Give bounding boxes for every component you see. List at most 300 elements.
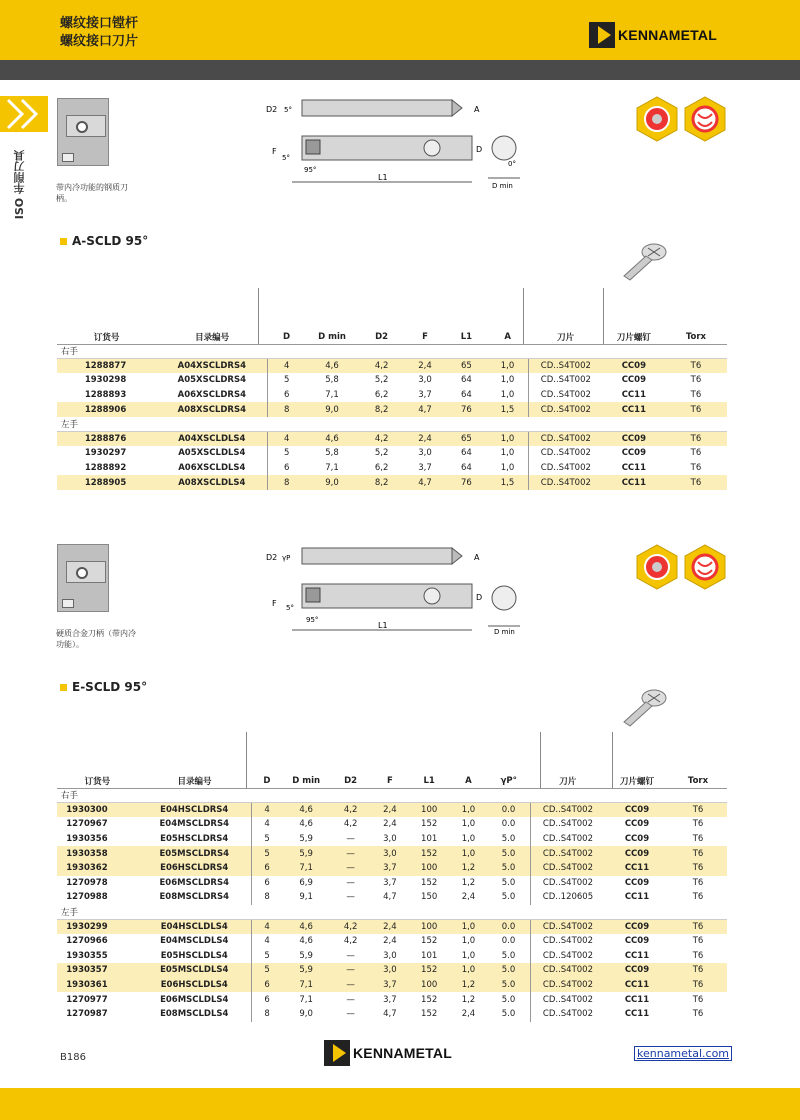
table-cell: 1288877: [57, 359, 156, 374]
insert-screw-icon: [616, 686, 668, 730]
table-cell: 7,1: [282, 978, 330, 993]
table-cell: 4,2: [343, 936, 358, 947]
column-header: A: [450, 774, 487, 788]
label-angle5: 5°: [284, 106, 292, 114]
table-cell: T6: [690, 463, 702, 474]
table-cell: 1288892: [84, 463, 127, 474]
table-cell: T6: [665, 475, 727, 490]
table-cell: E04HSCLDLS4: [138, 919, 252, 934]
table-cell: E08MSCLDLS4: [160, 1009, 229, 1020]
table-row: [57, 832, 727, 847]
table-cell: T6: [665, 402, 727, 417]
table-cell: 5: [251, 846, 282, 861]
table-cell: 9,0: [299, 1009, 313, 1020]
hand-group-label: 左手: [57, 905, 727, 920]
table-cell: E08MSCLDRS4: [159, 892, 230, 903]
table-cell: 5,9: [282, 846, 330, 861]
label-dmin: D min: [494, 628, 515, 636]
table-cell: T6: [690, 375, 702, 386]
table-cell: 2,4: [383, 936, 397, 947]
column-header: 订货号: [57, 330, 156, 344]
table-cell: CC11: [603, 475, 665, 490]
table-cell: 1930355: [66, 950, 108, 961]
table-cell: 1,0: [461, 819, 476, 830]
table-cell: —: [346, 834, 355, 845]
table-cell: 3,7: [371, 861, 408, 876]
table-cell: 3,7: [418, 463, 432, 474]
table-cell: E06HSCLDRS4: [138, 861, 252, 876]
label-angle95: 95°: [306, 616, 319, 624]
table-cell: 1288905: [57, 475, 156, 490]
table-cell: 5.0: [487, 963, 530, 978]
bottom-footer-bar: [0, 1088, 800, 1120]
table-cell: 5: [251, 832, 282, 847]
table-cell: —: [346, 892, 355, 903]
column-header: 目录编号: [156, 330, 268, 344]
table-cell: 5,9: [299, 950, 313, 961]
table-row: [57, 446, 727, 461]
table-cell: CD..S4T002: [530, 832, 604, 847]
table-cell: CD..S4T002: [528, 432, 602, 447]
table-cell: E05HSCLDRS4: [160, 834, 229, 845]
table-cell: CC11: [621, 463, 646, 474]
table-cell: 8: [268, 475, 305, 490]
table-cell: CC09: [621, 448, 646, 459]
table-cell: CD..S4T002: [530, 919, 604, 934]
table-cell: 1930297: [84, 448, 127, 459]
table-cell: CC09: [621, 375, 646, 386]
table-cell: A06XSCLDLS4: [178, 463, 246, 474]
table-cell: 8: [251, 1007, 282, 1022]
column-header: F: [404, 330, 445, 344]
threading-application-icon: [684, 96, 726, 142]
table-cell: 1930300: [57, 803, 138, 818]
column-header: D2: [330, 774, 371, 788]
table-row: [57, 890, 727, 905]
table-cell: 2,4: [371, 803, 408, 818]
table-cell: CC11: [624, 1009, 650, 1020]
table-cell: 4,2: [359, 359, 404, 374]
section-marker-icon: [60, 238, 67, 245]
column-header: 刀片螺钉: [605, 774, 669, 788]
carbide-holder-image: [57, 544, 109, 612]
table-cell: 5,8: [325, 375, 339, 386]
column-header: γP°: [487, 774, 530, 788]
table-cell: 6: [251, 876, 282, 891]
table-cell: 4,6: [282, 919, 330, 934]
label-gamma-p: γP: [282, 554, 291, 562]
table-cell: CC09: [603, 359, 665, 374]
table-row: [57, 817, 727, 832]
table-cell: 7,1: [299, 994, 313, 1005]
table-cell: 5: [251, 963, 282, 978]
section2-title: E-SCLD 95°: [60, 680, 147, 694]
label-angle5: 5°: [286, 604, 294, 612]
table-cell: 1,5: [487, 402, 528, 417]
column-header: 刀片: [528, 330, 602, 344]
table-cell: CD..S4T002: [530, 949, 604, 964]
table-cell: CD..S4T002: [528, 446, 602, 461]
hand-group-label: 右手: [57, 344, 727, 359]
column-header: 目录编号: [138, 774, 252, 788]
table-row: [57, 963, 727, 978]
table-cell: 100: [409, 803, 450, 818]
column-header: L1: [409, 774, 450, 788]
table-cell: E04MSCLDRS4: [159, 819, 230, 830]
table-cell: CC11: [603, 402, 665, 417]
table-cell: 64: [460, 463, 472, 474]
boring-application-icon: [636, 544, 678, 590]
table-cell: 5.0: [487, 846, 530, 861]
table-cell: 7,1: [325, 463, 339, 474]
table-cell: CC09: [624, 819, 650, 830]
section-chevron-icon: [0, 96, 48, 132]
table-cell: 7,1: [282, 861, 330, 876]
table-cell: 1288906: [57, 402, 156, 417]
table-row: [57, 919, 727, 934]
table-cell: CC09: [603, 432, 665, 447]
table-cell: 100: [409, 978, 450, 993]
table-cell: 1270967: [66, 819, 108, 830]
table-cell: 7,1: [325, 390, 339, 401]
section2-application-icons: [636, 544, 726, 590]
table-cell: 9,1: [299, 892, 313, 903]
table-cell: CD..S4T002: [530, 876, 604, 891]
label-a: A: [474, 105, 480, 114]
section1-title: A-SCLD 95°: [60, 234, 148, 248]
table-cell: 5: [268, 446, 305, 461]
table-cell: 5.0: [487, 978, 530, 993]
table-row: [57, 978, 727, 993]
section1-technical-drawing: [262, 92, 532, 190]
table-cell: T6: [692, 936, 704, 947]
table-cell: 4,6: [305, 359, 359, 374]
table-cell: E06MSCLDLS4: [160, 994, 229, 1005]
table-cell: 5.0: [501, 1009, 516, 1020]
label-l1: L1: [378, 173, 388, 182]
table-cell: T6: [669, 978, 727, 993]
table-cell: 65: [446, 359, 487, 374]
table-cell: CD..S4T002: [530, 963, 604, 978]
table-row: [57, 388, 727, 403]
table-cell: 1,2: [450, 978, 487, 993]
table-cell: CC09: [605, 919, 669, 934]
table-cell: A05XSCLDRS4: [177, 375, 247, 386]
table-cell: 5,8: [325, 448, 339, 459]
table-cell: 1,0: [450, 803, 487, 818]
table-cell: CD..S4T002: [530, 992, 604, 1007]
table-cell: 152: [409, 963, 450, 978]
table-cell: 1,0: [500, 448, 515, 459]
table-cell: CD..S4T002: [528, 373, 602, 388]
sidebar-category-label: ISO 车削刀具: [13, 150, 26, 220]
table-cell: CD..120605: [530, 890, 604, 905]
label-f: F: [272, 147, 277, 156]
table-cell: 3,7: [383, 877, 397, 888]
table-row: [57, 992, 727, 1007]
table-cell: E06MSCLDRS4: [159, 877, 230, 888]
table-row: [57, 846, 727, 861]
table-cell: T6: [669, 919, 727, 934]
table-cell: T6: [669, 963, 727, 978]
table-row: [57, 803, 727, 818]
table-cell: 4,2: [330, 919, 371, 934]
table-cell: 4,6: [299, 936, 313, 947]
column-header: A: [487, 330, 528, 344]
table-cell: 100: [409, 919, 450, 934]
table-cell: 5.0: [501, 877, 516, 888]
column-header: D2: [359, 330, 404, 344]
table-cell: A05XSCLDLS4: [178, 448, 246, 459]
table-cell: 1930356: [66, 834, 108, 845]
table-cell: 64: [460, 448, 472, 459]
table-cell: —: [346, 994, 355, 1005]
table-cell: CD..S4T002: [530, 846, 604, 861]
table-cell: 100: [409, 861, 450, 876]
table-cell: E05MSCLDRS4: [138, 846, 252, 861]
table-cell: 3,0: [418, 375, 432, 386]
label-d2: D2: [266, 105, 278, 114]
table-cell: T6: [690, 448, 702, 459]
table-cell: CC09: [605, 846, 669, 861]
column-header: D min: [282, 774, 330, 788]
table-cell: 4,2: [343, 819, 358, 830]
table-cell: —: [330, 963, 371, 978]
table-cell: 3,7: [371, 978, 408, 993]
table-row: [57, 359, 727, 374]
table-cell: T6: [690, 390, 702, 401]
table-cell: 101: [421, 834, 438, 845]
table-cell: 1270978: [66, 877, 108, 888]
section2-technical-drawing: [262, 540, 532, 638]
table-row: [57, 876, 727, 891]
table-cell: —: [346, 950, 355, 961]
table-cell: 101: [421, 950, 438, 961]
table-cell: 1930298: [84, 375, 127, 386]
label-angle95: 95°: [304, 166, 317, 174]
table-cell: T6: [665, 432, 727, 447]
table-cell: A04XSCLDRS4: [156, 359, 268, 374]
table-cell: 9,0: [305, 475, 359, 490]
threading-application-icon: [684, 544, 726, 590]
table-cell: CC11: [624, 994, 650, 1005]
table-cell: 6: [251, 992, 282, 1007]
column-header: 刀片螺钉: [603, 330, 665, 344]
label-d: D: [476, 145, 483, 154]
section1-product-table: [57, 330, 727, 490]
table-cell: 4,7: [404, 402, 445, 417]
table-cell: 4: [251, 934, 282, 949]
label-f: F: [272, 599, 277, 608]
table-cell: CC09: [624, 936, 650, 947]
header-title-line1: 螺纹接口镗杆: [60, 16, 139, 31]
table-cell: 64: [460, 375, 472, 386]
table-cell: 5.0: [501, 994, 516, 1005]
table-cell: CD..S4T002: [530, 861, 604, 876]
table-cell: CC11: [621, 390, 646, 401]
table-cell: 1,5: [487, 475, 528, 490]
table-cell: 5.0: [501, 950, 516, 961]
table-cell: 5: [251, 949, 282, 964]
table-cell: 1,0: [461, 950, 476, 961]
table-cell: 8,2: [359, 402, 404, 417]
table-cell: 1,0: [500, 390, 515, 401]
table-cell: CD..S4T002: [528, 359, 602, 374]
table-cell: 1930362: [57, 861, 138, 876]
table-cell: 6,2: [374, 390, 389, 401]
table-cell: T6: [692, 834, 704, 845]
table-row: [57, 402, 727, 417]
table-cell: 5.0: [487, 861, 530, 876]
column-header: D min: [305, 330, 359, 344]
table-cell: 4,6: [282, 803, 330, 818]
table-cell: T6: [692, 950, 704, 961]
steel-holder-image: [57, 98, 109, 166]
table-cell: A08XSCLDLS4: [156, 475, 268, 490]
table-cell: 1288893: [84, 390, 127, 401]
table-cell: 1930361: [57, 978, 138, 993]
table-cell: CD..S4T002: [528, 388, 602, 403]
table-cell: 5.0: [501, 892, 516, 903]
page-number: B186: [60, 1052, 86, 1063]
header-title-line2: 螺纹接口刀片: [60, 34, 139, 49]
table-row: [57, 461, 727, 476]
table-cell: 1,0: [450, 963, 487, 978]
column-header: D: [268, 330, 305, 344]
table-cell: 5,2: [374, 375, 389, 386]
table-cell: 6: [251, 978, 282, 993]
hand-group-label: 右手: [57, 788, 727, 803]
table-cell: 76: [446, 475, 487, 490]
table-cell: CC09: [605, 963, 669, 978]
table-cell: 4,2: [359, 432, 404, 447]
label-zero: 0°: [508, 160, 516, 168]
table-cell: T6: [692, 1009, 704, 1020]
table-cell: 3,0: [383, 834, 397, 845]
table-cell: 6,9: [299, 877, 313, 888]
table-cell: 4,6: [299, 819, 313, 830]
table-cell: 2,4: [383, 819, 397, 830]
table-cell: 1288876: [57, 432, 156, 447]
table-cell: 1,0: [450, 919, 487, 934]
table-cell: 4: [268, 432, 305, 447]
table-cell: 76: [446, 402, 487, 417]
table-cell: T6: [692, 892, 704, 903]
table-cell: CD..S4T002: [530, 817, 604, 832]
table-cell: T6: [669, 861, 727, 876]
table-cell: CC11: [624, 892, 650, 903]
table-cell: 3,0: [383, 950, 397, 961]
table-cell: CD..S4T002: [528, 475, 602, 490]
table-cell: 4,2: [330, 803, 371, 818]
table-row: [57, 1007, 727, 1022]
table-cell: E06HSCLDLS4: [138, 978, 252, 993]
table-cell: —: [346, 877, 355, 888]
table-cell: CD..S4T002: [528, 402, 602, 417]
table-cell: —: [346, 1009, 355, 1020]
table-cell: 1270966: [66, 936, 108, 947]
table-cell: 2,4: [404, 359, 445, 374]
table-cell: CC09: [624, 877, 650, 888]
table-row: [57, 432, 727, 447]
boring-application-icon: [636, 96, 678, 142]
table-cell: E04MSCLDLS4: [160, 936, 229, 947]
column-header: 订货号: [57, 774, 138, 788]
column-header: D: [251, 774, 282, 788]
kennametal-website-link[interactable]: kennametal.com: [634, 1046, 732, 1061]
section1-application-icons: [636, 96, 726, 142]
table-cell: 2,4: [371, 919, 408, 934]
table-cell: 6: [268, 461, 305, 476]
table-cell: CD..S4T002: [530, 978, 604, 993]
table-cell: 4: [251, 803, 282, 818]
table-cell: 0.0: [501, 819, 516, 830]
table-cell: 4: [251, 919, 282, 934]
table-cell: E05HSCLDLS4: [160, 950, 228, 961]
table-cell: 1930357: [57, 963, 138, 978]
table-cell: 4,7: [404, 475, 445, 490]
hand-group-label: 左手: [57, 417, 727, 432]
table-cell: 1,2: [461, 877, 476, 888]
table-cell: 1270977: [66, 994, 108, 1005]
section1-caption: 带内冷功能的钢质刀柄。: [56, 183, 128, 203]
table-cell: T6: [692, 819, 704, 830]
table-cell: 8: [251, 890, 282, 905]
table-cell: —: [330, 846, 371, 861]
table-cell: A08XSCLDRS4: [156, 402, 268, 417]
table-cell: 4: [268, 359, 305, 374]
table-row: [57, 934, 727, 949]
table-cell: 152: [421, 994, 438, 1005]
table-cell: T6: [692, 994, 704, 1005]
table-cell: 5.0: [501, 834, 516, 845]
table-cell: 6: [251, 861, 282, 876]
table-cell: 1270988: [66, 892, 108, 903]
table-cell: 6: [268, 388, 305, 403]
table-cell: 1,2: [461, 994, 476, 1005]
table-cell: 152: [421, 819, 438, 830]
section2-product-table: [57, 774, 727, 1022]
table-cell: 8,2: [359, 475, 404, 490]
table-cell: 3,0: [371, 846, 408, 861]
label-d: D: [476, 593, 483, 602]
table-cell: CC11: [624, 950, 650, 961]
label-dmin: D min: [492, 182, 513, 190]
table-row: [57, 861, 727, 876]
section2-caption: 硬质合金刀柄（带内冷功能）。: [56, 629, 136, 649]
table-cell: CC09: [624, 834, 650, 845]
insert-screw-icon: [616, 240, 668, 284]
column-header: L1: [446, 330, 487, 344]
table-cell: 1270987: [66, 1009, 108, 1020]
table-cell: 1,0: [461, 834, 476, 845]
table-cell: 5: [268, 373, 305, 388]
table-cell: 5,9: [299, 834, 313, 845]
table-cell: 65: [446, 432, 487, 447]
column-header: 刀片: [530, 774, 604, 788]
table-cell: E04HSCLDRS4: [138, 803, 252, 818]
table-cell: T6: [665, 359, 727, 374]
table-cell: 1,2: [450, 861, 487, 876]
table-cell: 1,0: [487, 432, 528, 447]
table-cell: 5,9: [282, 963, 330, 978]
kennametal-k-icon: [589, 22, 615, 48]
table-cell: 2,4: [461, 892, 476, 903]
table-cell: T6: [669, 803, 727, 818]
table-cell: CD..S4T002: [530, 1007, 604, 1022]
table-cell: —: [330, 861, 371, 876]
table-row: [57, 373, 727, 388]
